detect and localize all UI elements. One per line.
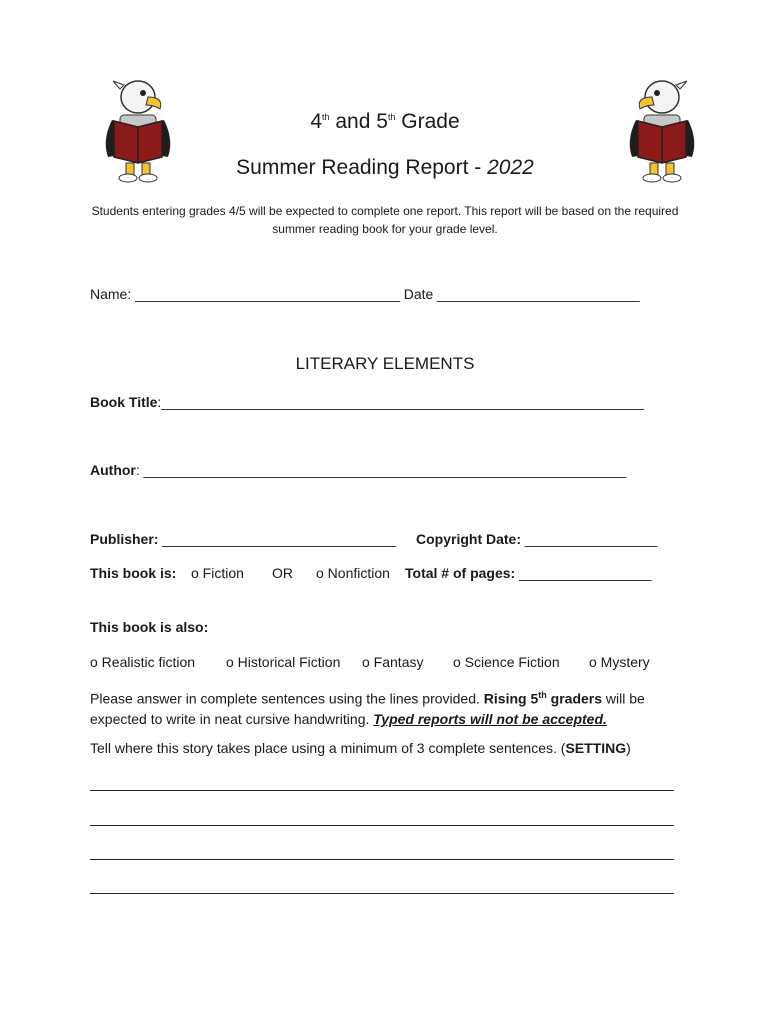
instructions-rising: Rising 5	[483, 690, 539, 707]
copyright-label: Copyright Date:	[416, 531, 525, 547]
title-report-main: Summer Reading Report -	[236, 156, 488, 179]
name-date-row	[90, 286, 640, 302]
copyright-row	[416, 531, 657, 547]
or-text: OR	[272, 565, 293, 581]
author-row	[90, 462, 626, 478]
date-field[interactable]: __________________________	[437, 286, 640, 302]
author-field[interactable]: : ______________________________________________________________	[135, 462, 627, 478]
pages-field[interactable]: _________________	[519, 565, 652, 581]
title-grade	[0, 110, 770, 134]
title-grade-4: 4	[310, 110, 323, 133]
section-title: LITERARY ELEMENTS	[295, 354, 475, 373]
pages-label: Total # of pages:	[405, 565, 520, 581]
answer-line[interactable]	[90, 893, 674, 894]
instructions-typed-warning: Typed reports will not be accepted.	[373, 710, 607, 727]
publisher-row	[90, 531, 396, 547]
publisher-field[interactable]: ______________________________	[162, 531, 396, 547]
this-book-is-label: This book is:	[90, 565, 177, 581]
genre-option-mystery[interactable]: o Mystery	[589, 654, 650, 670]
genre-label: This book is also:	[90, 619, 209, 635]
title-sup-1: th	[322, 112, 330, 122]
setting-question	[90, 740, 631, 756]
book-title-label: Book Title	[90, 394, 158, 410]
instructions-part2: will be expected to write in neat cursive handwriting.	[90, 690, 645, 727]
setting-question-text: Tell where this story takes place using a minimum of 3 complete sentences. (	[90, 740, 566, 756]
book-title-field[interactable]: :______________________________________________________________	[157, 394, 645, 410]
publisher-label: Publisher:	[90, 531, 163, 547]
genre-option-fantasy[interactable]: o Fantasy	[362, 654, 424, 670]
instructions-part1: Please answer in complete sentences using the lines provided.	[90, 690, 484, 707]
instructions-graders: graders	[546, 690, 603, 707]
title-grade-5: and 5	[329, 110, 388, 133]
intro-text: Students entering grades 4/5 will be expected to complete one report. This report will be based on the required summer reading book for your grade level.	[91, 204, 679, 236]
genre-option-historical[interactable]: o Historical Fiction	[226, 654, 341, 670]
date-label: Date	[399, 286, 438, 302]
setting-question-close: )	[626, 740, 631, 756]
copyright-field[interactable]: _________________	[524, 531, 658, 547]
book-title-row	[90, 394, 644, 410]
name-label: Name:	[90, 286, 136, 302]
title-report	[0, 156, 770, 180]
setting-keyword: SETTING	[565, 740, 627, 756]
instructions-rising-sup: th	[538, 690, 547, 700]
answer-line[interactable]	[90, 825, 674, 826]
pages-row	[405, 565, 651, 581]
answer-line[interactable]	[90, 859, 674, 860]
fiction-option[interactable]: o Fiction	[191, 565, 244, 581]
genre-option-science-fiction[interactable]: o Science Fiction	[453, 654, 560, 670]
nonfiction-option[interactable]: o Nonfiction	[316, 565, 390, 581]
title-sup-2: th	[387, 112, 396, 122]
genre-option-realistic[interactable]: o Realistic fiction	[90, 654, 196, 670]
name-field[interactable]: __________________________________	[135, 286, 400, 302]
title-grade-word: Grade	[395, 110, 460, 133]
title-report-year: 2022	[487, 156, 534, 179]
answer-line[interactable]	[90, 790, 674, 791]
instructions	[90, 685, 690, 729]
author-label: Author	[90, 462, 136, 478]
